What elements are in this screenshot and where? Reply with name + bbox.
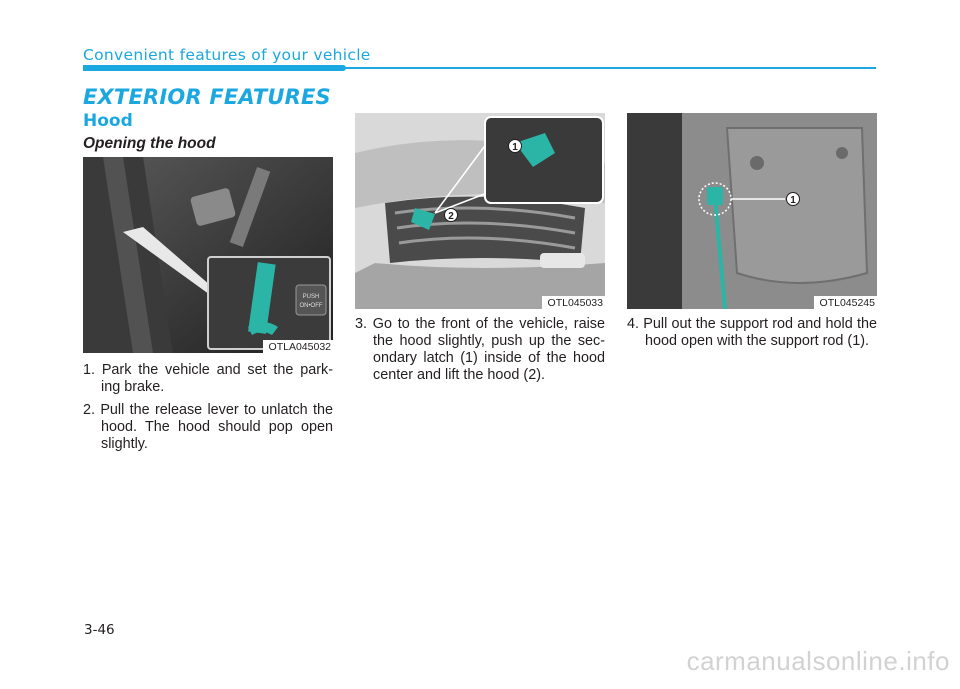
watermark[interactable]: carmanualsonline.info <box>686 646 950 676</box>
step-text: Park the vehicle and set the park- ing brake. <box>101 362 333 395</box>
step-text: Pull the release lever to unlatch the hood. The hood should pop open slightly. <box>100 402 333 452</box>
secondary-latch-illustration <box>355 113 605 309</box>
step-2 <box>83 402 333 453</box>
callout-1: 1 <box>790 195 796 206</box>
figure-release-lever <box>83 157 333 353</box>
figure-secondary-latch <box>355 113 605 309</box>
section-title: EXTERIOR FEATURES <box>83 85 331 109</box>
figure-code: OTLA045032 <box>263 340 333 353</box>
release-lever-illustration <box>83 157 333 353</box>
figure-code: OTL045245 <box>814 296 877 309</box>
step-4 <box>627 316 877 350</box>
step-number: 4. <box>627 316 640 332</box>
page-number: 3-46 <box>84 622 115 638</box>
step-1 <box>83 362 333 396</box>
push-label: PUSH <box>302 294 320 300</box>
step-number: 1. <box>83 362 96 378</box>
step-3 <box>355 316 605 384</box>
callout-2: 2 <box>448 211 454 222</box>
figure-support-rod <box>627 113 877 309</box>
step-number: 3. <box>355 316 368 332</box>
step-text: Pull out the support rod and hold the hood open with the support rod (1). <box>643 316 878 349</box>
header-rule-accent <box>83 65 346 71</box>
subsubsection-title: Opening the hood <box>83 135 216 152</box>
step-number: 2. <box>83 402 96 418</box>
running-header: Convenient features of your vehicle <box>83 46 371 64</box>
callout-1: 1 <box>512 142 518 153</box>
support-rod-illustration <box>627 113 877 309</box>
step-text: Go to the front of the vehicle, raise the hood slightly, push up the sec- ondary latch (1) inside of the hood center and lift the hood (2). <box>372 316 605 383</box>
figure-code: OTL045033 <box>542 296 605 309</box>
subsection-title: Hood <box>83 111 133 131</box>
on-off-label: ON•OFF <box>299 303 323 309</box>
